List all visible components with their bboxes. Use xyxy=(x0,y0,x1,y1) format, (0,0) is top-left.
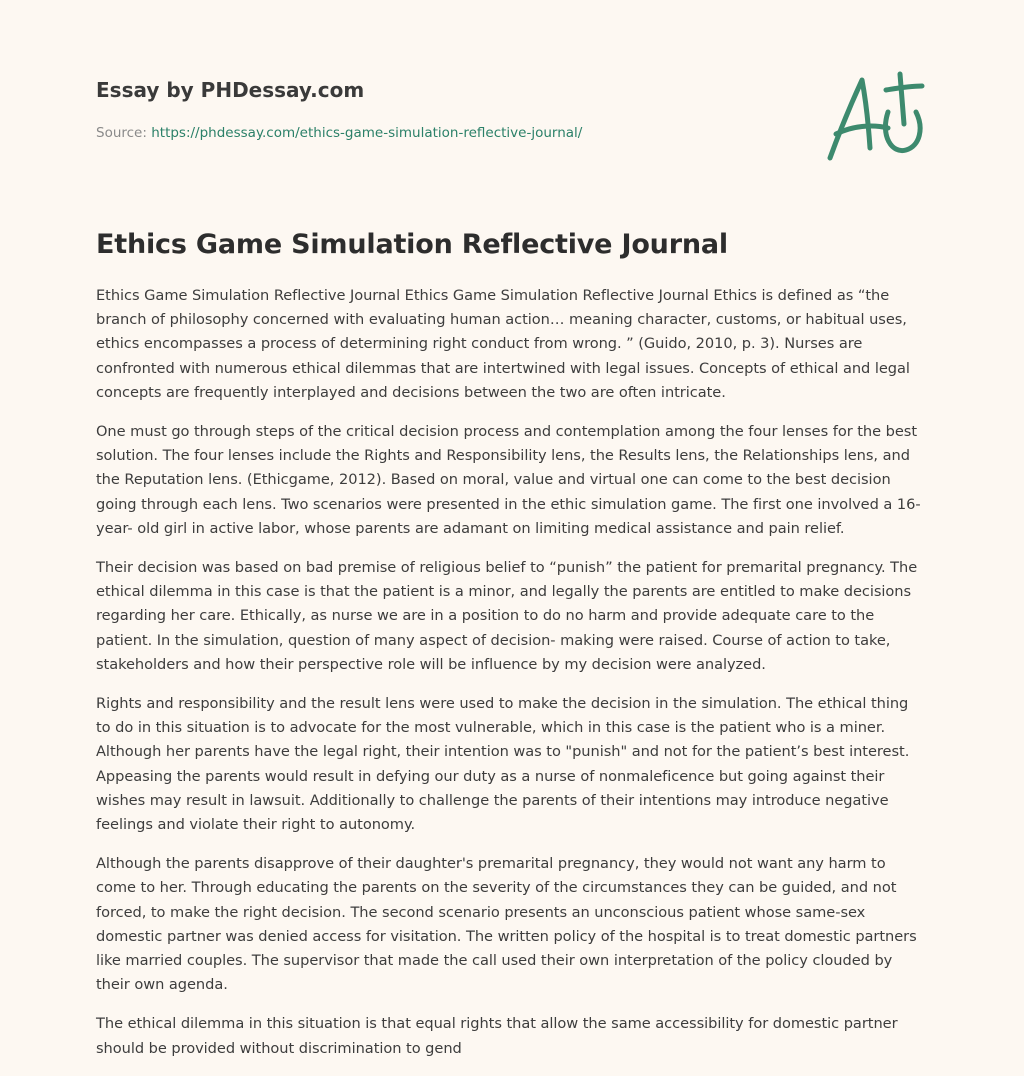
essay-paragraph: Although the parents disapprove of their daughter's premarital pregnancy, they would not want any harm to come to her. Through educating the parents on the severity of the circumstances they can be guided, and not forced, to make the right decision. The second scenario presents an unconscious patient whose same-sex domestic partner was denied access for visitation. The written policy of the hospital is to treat domestic partners like married couples. The supervisor that made the call used their own interpretation of the policy clouded by their own agenda. xyxy=(96,855,917,994)
essay-paragraph: One must go through steps of the critical decision process and contemplation among the four lenses for the best solution. The four lenses include the Rights and Responsibility lens, the Results lens, the Relationships lens, and the Reputation lens. (Ethicgame, 2012). Based on moral, value and virtual one can come to the best decision going through each lens. Two scenarios were presented in the ethic simulation game. The first one involved a 16- year- old girl in active labor, whose parents are adamant on limiting medical assistance and pain relief. xyxy=(96,423,921,537)
essay-paragraph: The ethical dilemma in this situation is that equal rights that allow the same accessibility for domestic partner should be provided without discrimination to gend xyxy=(96,1015,898,1057)
source-link[interactable]: https://phdessay.com/ethics-game-simulation-reflective-journal/ xyxy=(151,125,583,141)
source-label: Source: xyxy=(96,125,152,141)
page-header xyxy=(96,76,796,143)
source-line xyxy=(96,123,796,143)
site-title: Essay by PHDessay.com xyxy=(96,78,365,102)
essay-title: Ethics Game Simulation Reflective Journal xyxy=(96,229,728,260)
essay-paragraph: Their decision was based on bad premise of religious belief to “punish” the patient for premarital pregnancy. The ethical dilemma in this case is that the patient is a minor, and legally the parents are entitled to make decisions regarding her care. Ethically, as nurse we are in a position to do no harm and provide adequate care to the patient. In the simulation, question of many aspect of decision- making were raised. Course of action to take, stakeholders and how their perspective role will be influence by my decision were analyzed. xyxy=(96,559,918,673)
essay-paragraph: Ethics Game Simulation Reflective Journal Ethics Game Simulation Reflective Journal Ethics is defined as “the branch of philosophy concerned with evaluating human action… meaning character, customs, or habitual uses, ethics encompasses a process of determining right conduct from wrong. ” (Guido, 2010, p. 3). Nurses are confronted with numerous ethical dilemmas that are intertwined with legal issues. Concepts of ethical and legal concepts are frequently interplayed and decisions between the two are often intricate. xyxy=(96,287,910,401)
essay-paragraph: Rights and responsibility and the result lens were used to make the decision in the simulation. The ethical thing to do in this situation is to advocate for the most vulnerable, which in this case is the patient who is a miner. Although her parents have the legal right, their intention was to "punish" and not for the patient’s best interest. Appeasing the parents would result in defying our duty as a nurse of nonmaleficence but going against their wishes may result in lawsuit. Additionally to challenge the parents of their intentions may introduce negative feelings and violate their right to autonomy. xyxy=(96,695,910,834)
a-plus-logo-icon xyxy=(822,66,932,166)
essay-body xyxy=(96,284,926,1076)
